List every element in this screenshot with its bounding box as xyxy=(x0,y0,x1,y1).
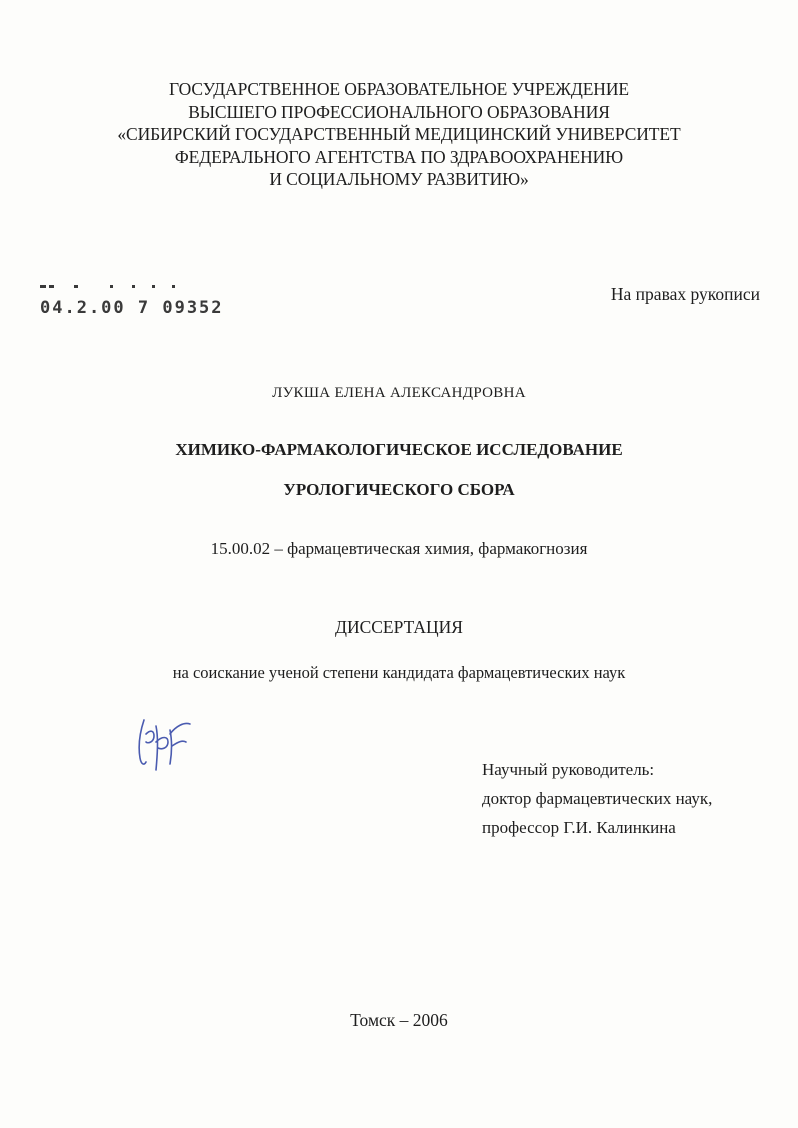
institution-line-5: И СОЦИАЛЬНОМУ РАЗВИТИЮ» xyxy=(269,169,529,189)
handwritten-signature-icon xyxy=(132,712,202,776)
archive-stamp-number: 04.2.00 7 09352 xyxy=(40,298,224,318)
supervisor-name: профессор Г.И. Калинкина xyxy=(482,818,676,837)
supervisor-block xyxy=(482,755,712,842)
specialty-code: 15.00.02 – фармацевтическая химия, фармакогнозия xyxy=(210,539,588,558)
dissertation-title-line-1: ХИМИКО-ФАРМАКОЛОГИЧЕСКОЕ ИССЛЕДОВАНИЕ xyxy=(175,440,623,459)
document-type: ДИССЕРТАЦИЯ xyxy=(335,617,463,637)
supervisor-degree: доктор фармацевтических наук, xyxy=(482,789,713,808)
rights-note: На правах рукописи xyxy=(610,284,760,304)
stamp-dots-decoration xyxy=(40,284,200,290)
city-and-year: Томск – 2006 xyxy=(350,1010,448,1030)
institution-header xyxy=(0,78,798,191)
dissertation-title-line-2: УРОЛОГИЧЕСКОГО СБОРА xyxy=(283,480,515,499)
institution-line-1: ГОСУДАРСТВЕННОЕ ОБРАЗОВАТЕЛЬНОЕ УЧРЕЖДЕНИЕ xyxy=(169,79,629,99)
supervisor-label: Научный руководитель: xyxy=(482,760,655,779)
institution-line-4: ФЕДЕРАЛЬНОГО АГЕНТСТВА ПО ЗДРАВООХРАНЕНИЮ xyxy=(174,146,624,167)
degree-statement: на соискание ученой степени кандидата фармацевтических наук xyxy=(172,663,626,682)
institution-line-2: ВЫСШЕГО ПРОФЕССИОНАЛЬНОГО ОБРАЗОВАНИЯ xyxy=(188,101,610,122)
author-name: ЛУКША ЕЛЕНА АЛЕКСАНДРОВНА xyxy=(272,385,526,401)
institution-line-3: «СИБИРСКИЙ ГОСУДАРСТВЕННЫЙ МЕДИЦИНСКИЙ УНИВЕРСИТЕТ xyxy=(117,124,681,144)
